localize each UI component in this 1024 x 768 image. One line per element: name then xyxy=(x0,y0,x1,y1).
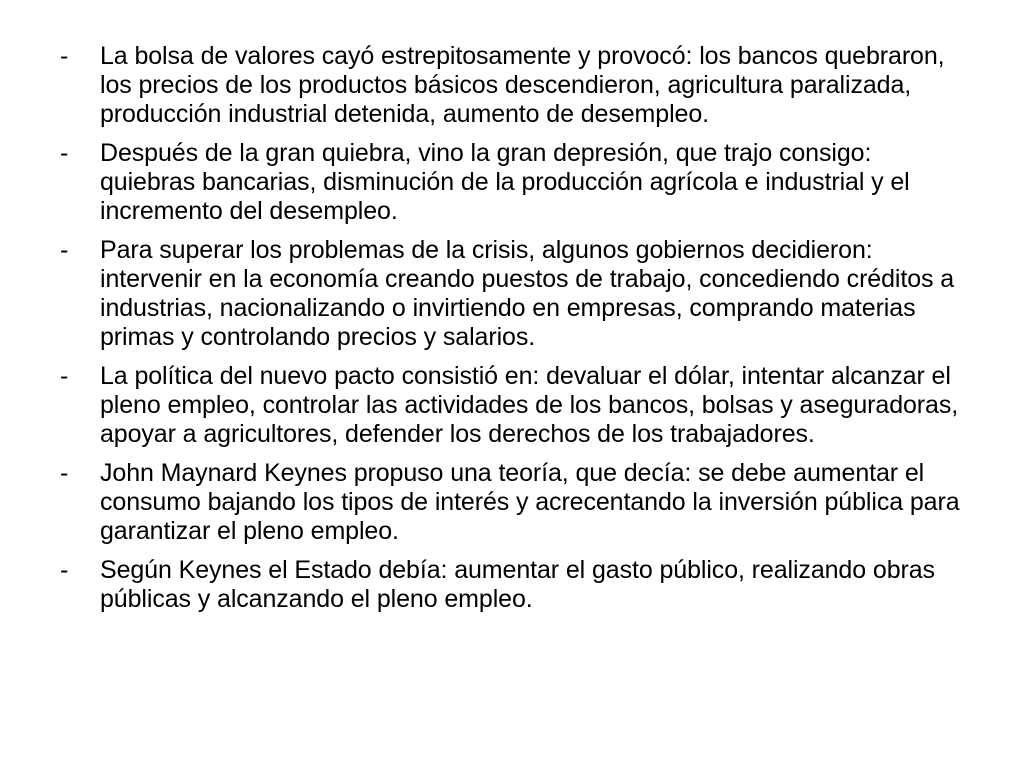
bullet-item-1 xyxy=(60,42,965,129)
bullet-text-2: Después de la gran quiebra, vino la gran depresión, que trajo consigo: quiebras bancarias, disminución de la producción agrícola e industrial y el incremento del desempleo. xyxy=(100,139,910,225)
bullet-marker: - xyxy=(60,236,69,264)
bullet-item-3 xyxy=(60,236,965,352)
bullet-item-4 xyxy=(60,362,965,449)
bullet-list xyxy=(60,42,965,624)
bullet-marker: - xyxy=(60,42,69,70)
bullet-text-4: La política del nuevo pacto consistió en: devaluar el dólar, intentar alcanzar el pleno empleo, controlar las actividades de los bancos, bolsas y aseguradoras, apoyar a agricultores, defender los derechos de los trabajadores. xyxy=(100,362,959,448)
bullet-item-5 xyxy=(60,459,965,546)
bullet-text-1: La bolsa de valores cayó estrepitosamente y provocó: los bancos quebraron, los precios de los productos básicos descendieron, agricultura paralizada, producción industrial detenida, aumento de desempleo. xyxy=(100,42,945,128)
bullet-text-3: Para superar los problemas de la crisis, algunos gobiernos decidieron: intervenir en la economía creando puestos de trabajo, concediendo créditos a industrias, nacionalizando o invirtiendo en empresas, comprando materias primas y controlando precios y salarios. xyxy=(100,236,955,351)
bullet-text-6: Según Keynes el Estado debía: aumentar el gasto público, realizando obras públicas y alcanzando el pleno empleo. xyxy=(100,556,935,613)
bullet-marker: - xyxy=(60,139,69,167)
bullet-marker: - xyxy=(60,459,69,487)
bullet-text-5: John Maynard Keynes propuso una teoría, que decía: se debe aumentar el consumo bajando los tipos de interés y acrecentando la inversión pública para garantizar el pleno empleo. xyxy=(100,459,960,545)
bullet-marker: - xyxy=(60,556,69,584)
bullet-marker: - xyxy=(60,362,69,390)
bullet-item-6 xyxy=(60,556,965,614)
bullet-item-2 xyxy=(60,139,965,226)
